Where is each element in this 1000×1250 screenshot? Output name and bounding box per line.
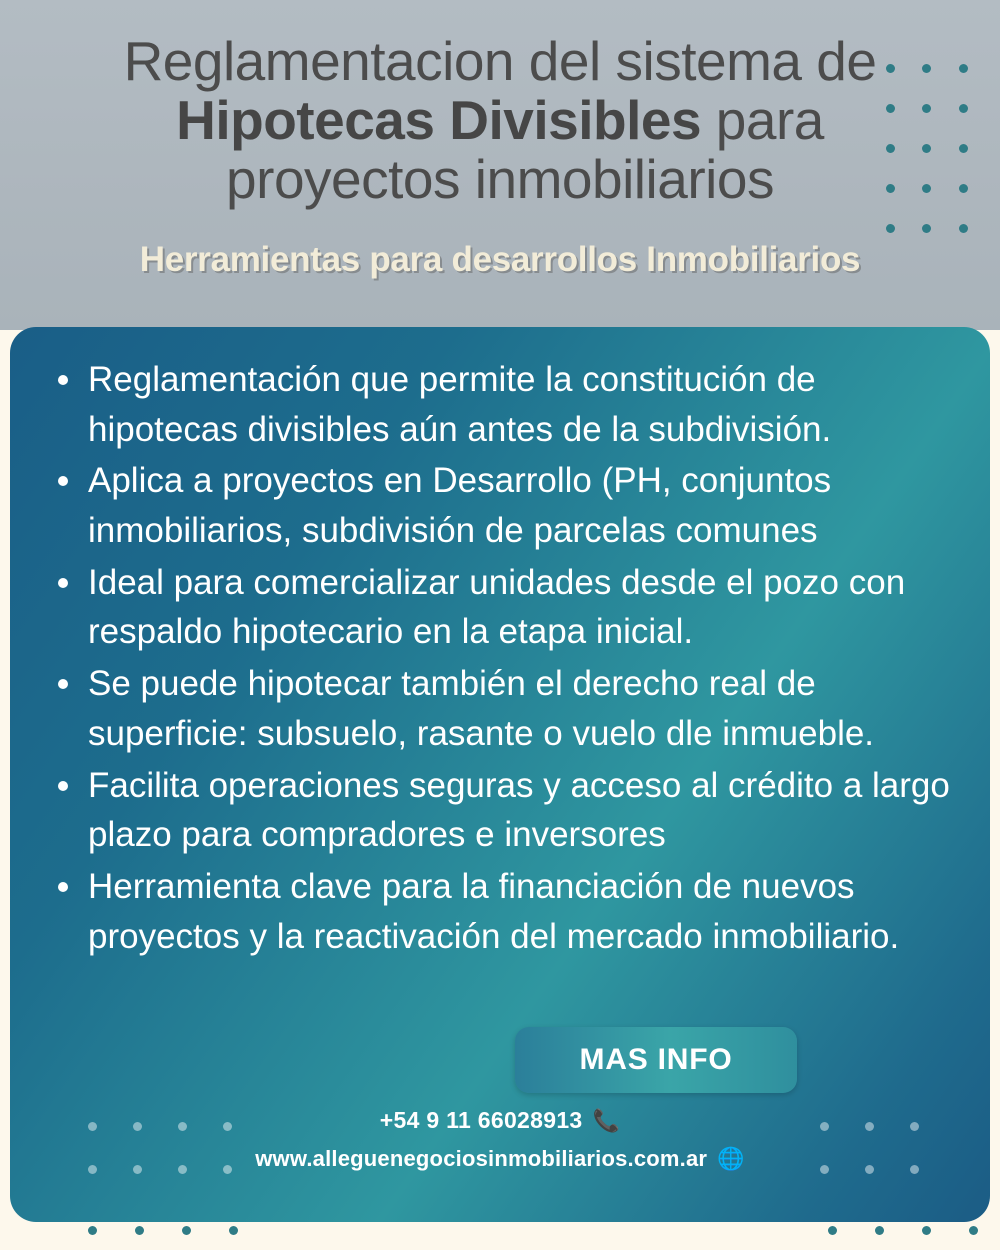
page-title [0,32,1000,209]
phone-number: +54 9 11 66028913 [379,1107,583,1133]
website-row[interactable] [10,1146,990,1172]
globe-icon: 🌐 [717,1146,745,1171]
title-line-1: Reglamentacion del sistema de [123,30,877,92]
title-line-3: proyectos inmobiliarios [226,147,774,210]
title-line-2 [40,88,960,151]
page-subtitle: Herramientas para desarrollos Inmobiliarios [139,240,861,279]
website-url: www.alleguenegociosinmobiliarios.com.ar [255,1146,708,1171]
title-emphasis: Hipotecas Divisibles [176,88,702,151]
list-item: Herramienta clave para la financiación de nuevos proyectos y la reactivación del mercado inmobiliario. [46,862,956,961]
footer-dots-right [828,1226,978,1235]
list-item: Ideal para comercializar unidades desde el pozo con respaldo hipotecario en la etapa inicial. [46,558,956,657]
phone-row[interactable] [10,1107,990,1134]
footer-dots-left [88,1226,238,1235]
list-item: Aplica a proyectos en Desarrollo (PH, conjuntos inmobiliarios, subdivisión de parcelas comunes [46,456,956,555]
phone-icon: 📞 [592,1107,621,1133]
title-line-2-rest: para [701,88,824,151]
list-item: Facilita operaciones seguras y acceso al crédito a largo plazo para compradores e inversores [46,761,956,860]
content-card [10,327,990,1222]
mas-info-button[interactable]: MAS INFO [515,1027,797,1093]
list-item: Se puede hipotecar también el derecho real de superficie: subsuelo, rasante o vuelo dle inmueble. [46,659,956,758]
contact-block [10,1107,990,1172]
list-item: Reglamentación que permite la constitución de hipotecas divisibles aún antes de la subdivisión. [46,355,956,454]
feature-list [46,355,956,963]
